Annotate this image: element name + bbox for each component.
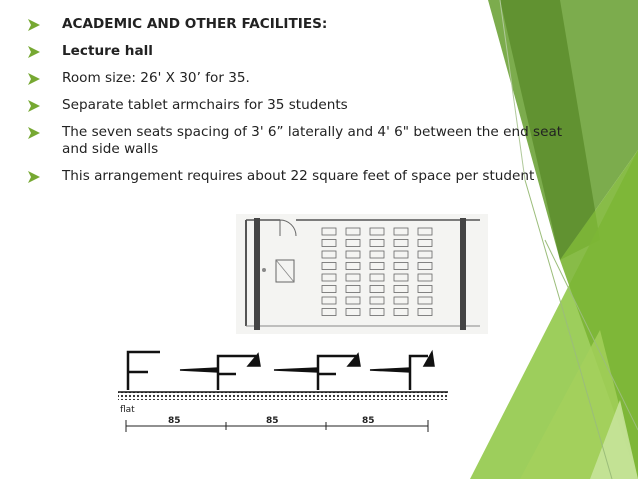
seating-section-image bbox=[108, 342, 456, 446]
bullet-item bbox=[28, 16, 588, 33]
arrow-bullet-icon bbox=[28, 46, 40, 58]
bullet-item bbox=[28, 43, 588, 60]
bullet-text: This arrangement requires about 22 square feet of space per student bbox=[62, 168, 535, 184]
floor-label: flat bbox=[120, 405, 135, 415]
arrow-bullet-icon bbox=[28, 73, 40, 85]
arrow-bullet-icon bbox=[28, 127, 40, 139]
dimension-label: 85 bbox=[168, 416, 181, 426]
arrow-bullet-icon bbox=[28, 171, 40, 183]
lecture-hall-plan-image bbox=[236, 214, 488, 334]
bullet-item bbox=[28, 97, 588, 114]
floor-plan-drawing bbox=[236, 214, 488, 334]
bullet-text: Room size: 26' X 30’ for 35. bbox=[62, 70, 250, 86]
bullet-text: Lecture hall bbox=[62, 43, 153, 59]
bullet-item bbox=[28, 70, 588, 87]
dimension-label: 85 bbox=[266, 416, 279, 426]
bullet-item bbox=[28, 168, 588, 185]
arrow-bullet-icon bbox=[28, 100, 40, 112]
seating-section-drawing bbox=[108, 342, 456, 446]
bullet-list bbox=[28, 16, 588, 195]
bullet-text: ACADEMIC AND OTHER FACILITIES: bbox=[62, 16, 328, 32]
bullet-text: Separate tablet armchairs for 35 students bbox=[62, 97, 348, 113]
bullet-text: The seven seats spacing of 3' 6” laterally and 4' 6" between the end seat and side walls bbox=[62, 124, 563, 157]
arrow-bullet-icon bbox=[28, 19, 40, 31]
dimension-label: 85 bbox=[362, 416, 375, 426]
bullet-item bbox=[28, 124, 588, 158]
